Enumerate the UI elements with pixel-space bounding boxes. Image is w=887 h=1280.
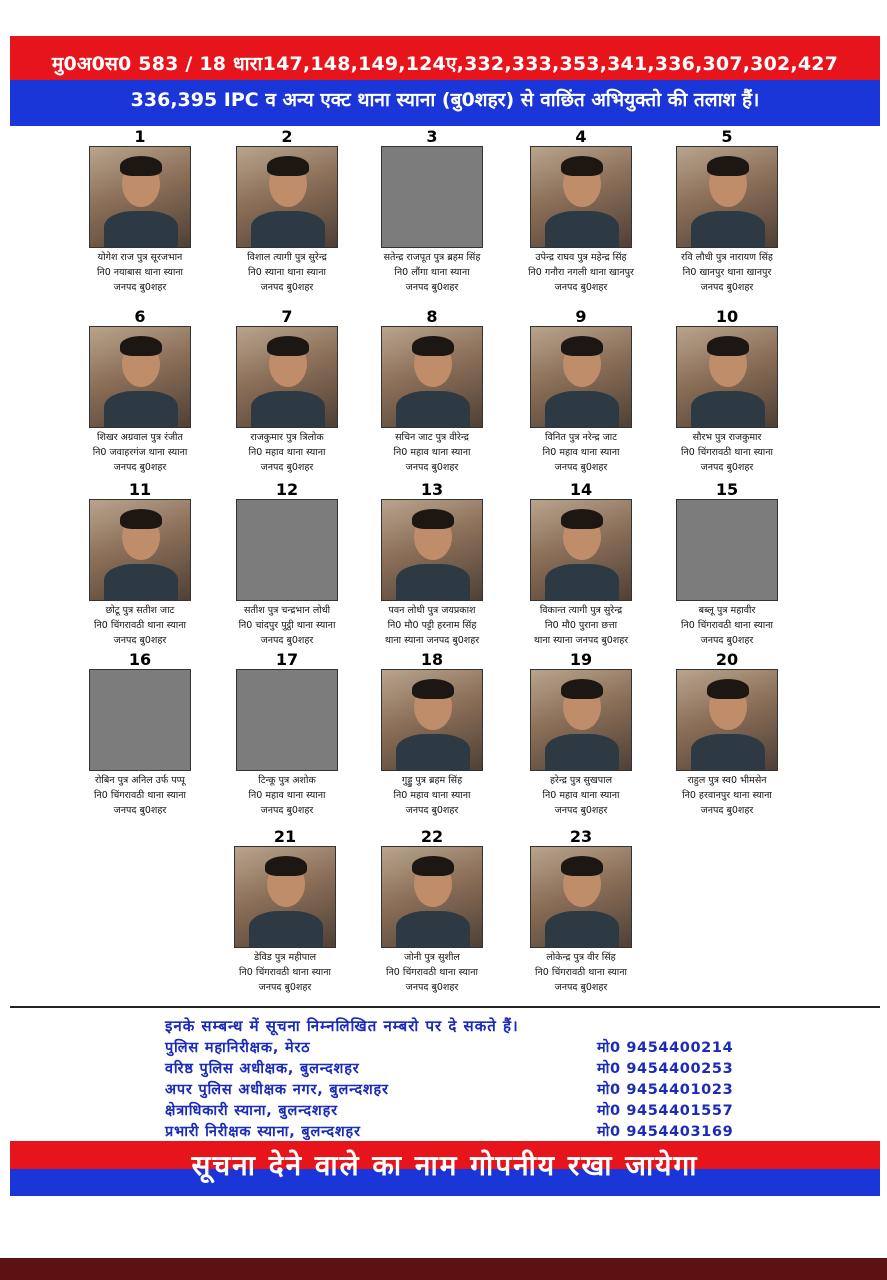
- suspect-caption-line2: नि0 नयाबास थाना स्याना: [96, 267, 184, 278]
- suspect-photo: [381, 499, 483, 601]
- suspect-caption-line3: जनपद बु0शहर: [260, 462, 314, 473]
- suspect-caption: [652, 773, 802, 818]
- contact-phone: मो0 9454400214: [597, 1040, 734, 1056]
- suspect-card: [212, 308, 362, 475]
- contact-role: क्षेत्राधिकारी स्याना, बुलन्दशहर: [165, 1103, 338, 1119]
- photo-hair: [120, 336, 162, 356]
- photo-body: [249, 911, 323, 948]
- suspect-photo: [530, 669, 632, 771]
- suspect-number: 14: [569, 480, 593, 499]
- suspect-caption-line1: गुड्डु पुत्र ब्रहम सिंह: [401, 775, 463, 786]
- suspect-caption: [212, 250, 362, 295]
- suspect-card: [357, 828, 507, 995]
- suspect-caption-line3: जनपद बु0शहर: [700, 282, 754, 293]
- photo-hair: [267, 336, 309, 356]
- photo-body: [104, 391, 178, 428]
- suspect-caption-line2: नि0 जवाहरगंज थाना स्याना: [92, 447, 188, 458]
- suspect-caption-line2: नि0 चिंगरावठी थाना स्याना: [535, 967, 627, 978]
- suspect-caption-line3: जनपद बु0शहर: [113, 635, 167, 646]
- contact-role: वरिष्ठ पुलिस अधीक्षक, बुलन्दशहर: [165, 1061, 360, 1077]
- suspect-caption-line3: जनपद बु0शहर: [405, 462, 459, 473]
- suspect-number: 13: [420, 480, 444, 499]
- suspect-card: [65, 128, 215, 295]
- photo-placeholder: [89, 669, 191, 771]
- suspect-caption-line2: नि0 महाव थाना स्याना: [393, 790, 471, 801]
- suspect-number: 4: [575, 127, 587, 146]
- suspect-card: [65, 651, 215, 818]
- suspect-number: 6: [134, 307, 146, 326]
- suspect-card: [506, 828, 656, 995]
- suspect-caption: [357, 250, 507, 295]
- suspect-number: 7: [281, 307, 293, 326]
- suspect-caption-line2: नि0 महाव थाना स्याना: [393, 447, 471, 458]
- photo-hair: [561, 679, 603, 699]
- photo-hair: [561, 156, 603, 176]
- contact-row: [165, 1058, 775, 1079]
- suspect-card: [357, 481, 507, 648]
- photo-hair: [561, 336, 603, 356]
- suspect-card: [506, 651, 656, 818]
- suspect-caption: [506, 773, 656, 818]
- suspect-caption: [357, 950, 507, 995]
- suspect-caption-line3: जनपद बु0शहर: [260, 805, 314, 816]
- suspect-caption-line2: नि0 मौ0 पट्टी हरनाम सिंह: [387, 620, 477, 631]
- suspect-caption: [652, 430, 802, 475]
- suspect-caption-line2: नि0 महाव थाना स्याना: [542, 447, 620, 458]
- suspect-card: [652, 651, 802, 818]
- photo-body: [396, 911, 470, 948]
- suspect-caption-line1: छोटू पुत्र सतीश जाट: [105, 605, 175, 616]
- contact-phone: मो0 9454401557: [597, 1103, 734, 1119]
- photo-hair: [707, 156, 749, 176]
- photo-body: [545, 211, 619, 248]
- photo-hair: [412, 856, 454, 876]
- suspect-caption-line2: नि0 स्याना थाना स्याना: [248, 267, 326, 278]
- photo-body: [545, 734, 619, 771]
- suspect-caption: [357, 603, 507, 648]
- suspect-caption-line2: नि0 मौ0 पुराना छत्ता: [544, 620, 618, 631]
- suspect-card: [357, 651, 507, 818]
- suspect-number: 11: [128, 480, 152, 499]
- suspect-caption: [65, 250, 215, 295]
- contact-role: अपर पुलिस अधीक्षक नगर, बुलन्दशहर: [165, 1082, 389, 1098]
- suspect-number: 8: [426, 307, 438, 326]
- suspect-photo: [234, 846, 336, 948]
- photo-body: [545, 911, 619, 948]
- suspect-caption: [212, 773, 362, 818]
- suspect-card: [506, 481, 656, 648]
- contact-role: प्रभारी निरीक्षक स्याना, बुलन्दशहर: [165, 1124, 361, 1140]
- suspect-caption-line1: विशाल त्यागी पुत्र सुरेन्द्र: [247, 252, 327, 263]
- suspect-caption-line1: बब्लू पुत्र महावीर: [698, 605, 756, 616]
- suspect-caption: [65, 773, 215, 818]
- suspect-caption-line2: नि0 महाव थाना स्याना: [248, 447, 326, 458]
- suspect-caption-line3: जनपद बु0शहर: [554, 282, 608, 293]
- suspect-caption-line1: विकान्त त्यागी पुत्र सुरेन्द्र: [539, 605, 623, 616]
- suspect-caption: [652, 250, 802, 295]
- contact-row: [165, 1100, 775, 1121]
- contact-title: इनके सम्बन्ध में सूचना निम्नलिखित नम्बरो पर दे सकते हैं।: [165, 1017, 519, 1035]
- photo-body: [251, 211, 325, 248]
- suspect-card: [210, 828, 360, 995]
- suspect-caption: [357, 773, 507, 818]
- suspect-caption-line2: नि0 चिंगरावठी थाना स्याना: [94, 620, 186, 631]
- suspect-number: 3: [426, 127, 438, 146]
- suspect-caption-line2: नि0 चिंगरावठी थाना स्याना: [386, 967, 478, 978]
- bottom-bar: [0, 1258, 887, 1280]
- suspect-caption-line2: नि0 लौंगा थाना स्याना: [394, 267, 470, 278]
- suspect-number: 22: [420, 827, 444, 846]
- photo-hair: [707, 679, 749, 699]
- suspect-caption-line2: नि0 खानपुर थाना खानपुर: [682, 267, 772, 278]
- suspect-caption-line1: विनित पुत्र नरेन्द्र जाट: [544, 432, 618, 443]
- suspect-caption-line2: नि0 चिंगरावठी थाना स्याना: [94, 790, 186, 801]
- suspect-caption: [506, 250, 656, 295]
- suspect-card: [357, 308, 507, 475]
- suspect-caption-line1: सचिन जाट पुत्र वीरेन्द्र: [395, 432, 469, 443]
- suspect-caption-line3: जनपद बु0शहर: [554, 982, 608, 993]
- photo-hair: [412, 509, 454, 529]
- photo-body: [691, 734, 765, 771]
- photo-hair: [120, 156, 162, 176]
- contact-role: पुलिस महानिरीक्षक, मेरठ: [165, 1040, 311, 1056]
- suspect-number: 2: [281, 127, 293, 146]
- suspect-caption: [65, 430, 215, 475]
- suspect-photo: [89, 326, 191, 428]
- suspect-photo: [236, 146, 338, 248]
- suspect-card: [357, 128, 507, 295]
- confidentiality-notice: सूचना देने वाले का नाम गोपनीय रखा जायेगा: [191, 1149, 699, 1182]
- suspect-photo: [530, 846, 632, 948]
- photo-hair: [561, 509, 603, 529]
- suspect-caption-line1: टिन्कू पुत्र अशोक: [258, 775, 316, 786]
- photo-hair: [120, 509, 162, 529]
- suspect-caption: [65, 603, 215, 648]
- suspect-number: 5: [721, 127, 733, 146]
- photo-body: [545, 564, 619, 601]
- suspect-caption-line1: उपेन्द्र राघव पुत्र महेन्द्र सिंह: [535, 252, 627, 263]
- photo-body: [691, 391, 765, 428]
- photo-body: [691, 211, 765, 248]
- contact-phone: मो0 9454403169: [597, 1124, 734, 1140]
- case-subtitle: 336,395 IPC व अन्य एक्ट थाना स्याना (बु0शहर) से वाछिंत अभियुक्तो की तलाश हैं।: [130, 89, 760, 111]
- suspect-caption-line1: सतीश पुत्र चन्द्रभान लोधी: [243, 605, 331, 616]
- photo-body: [396, 391, 470, 428]
- suspect-caption-line3: जनपद बु0शहर: [113, 282, 167, 293]
- suspect-caption-line1: हरेन्द्र पुत्र सुखपाल: [549, 775, 613, 786]
- suspect-number: 10: [715, 307, 739, 326]
- photo-placeholder: [381, 146, 483, 248]
- suspect-caption-line2: नि0 चिंगरावठी थाना स्याना: [681, 447, 773, 458]
- suspect-caption-line1: रवि लौधी पुत्र नारायण सिंह: [681, 252, 773, 263]
- suspect-caption-line3: थाना स्याना जनपद बु0शहर: [384, 635, 480, 646]
- suspect-caption-line3: जनपद बु0शहर: [700, 635, 754, 646]
- suspect-photo: [381, 846, 483, 948]
- contact-row: [165, 1121, 775, 1142]
- suspect-caption-line1: राहुल पुत्र स्व0 भीमसेन: [687, 775, 767, 786]
- suspect-caption: [357, 430, 507, 475]
- suspect-number: 17: [275, 650, 299, 669]
- suspect-number: 18: [420, 650, 444, 669]
- suspect-caption-line2: नि0 चिंगरावठी थाना स्याना: [681, 620, 773, 631]
- photo-hair: [267, 156, 309, 176]
- photo-hair: [561, 856, 603, 876]
- suspect-caption-line2: नि0 गनौरा नगली थाना खानपुर: [528, 267, 634, 278]
- suspect-photo: [530, 146, 632, 248]
- suspect-number: 23: [569, 827, 593, 846]
- suspect-caption-line3: जनपद बु0शहर: [405, 805, 459, 816]
- suspect-caption-line3: जनपद बु0शहर: [700, 805, 754, 816]
- suspect-card: [652, 128, 802, 295]
- suspect-number: 1: [134, 127, 146, 146]
- suspect-caption-line3: जनपद बु0शहर: [258, 982, 312, 993]
- suspect-caption-line3: जनपद बु0शहर: [260, 282, 314, 293]
- photo-body: [396, 564, 470, 601]
- suspect-caption-line2: नि0 चांदपुर पुट्ठी थाना स्याना: [238, 620, 336, 631]
- photo-body: [104, 211, 178, 248]
- suspect-photo: [381, 669, 483, 771]
- suspect-caption-line1: पवन लोधी पुत्र जयप्रकाश: [388, 605, 476, 616]
- suspect-caption-line3: जनपद बु0शहर: [113, 805, 167, 816]
- suspect-photo: [676, 146, 778, 248]
- suspect-caption-line3: जनपद बु0शहर: [554, 805, 608, 816]
- suspect-number: 12: [275, 480, 299, 499]
- suspect-caption-line1: सौरभ पुत्र राजकुमार: [692, 432, 762, 443]
- suspect-caption: [506, 603, 656, 648]
- photo-body: [396, 734, 470, 771]
- suspect-caption-line2: नि0 महाव थाना स्याना: [248, 790, 326, 801]
- suspect-card: [212, 481, 362, 648]
- suspect-photo: [89, 146, 191, 248]
- suspect-card: [212, 128, 362, 295]
- suspect-photo: [381, 326, 483, 428]
- suspect-caption-line1: सतेन्द्र राजपूत पुत्र ब्रहम सिंह: [383, 252, 481, 263]
- suspect-caption-line3: जनपद बु0शहर: [113, 462, 167, 473]
- suspect-card: [65, 481, 215, 648]
- suspect-caption: [652, 603, 802, 648]
- contact-phone: मो0 9454400253: [597, 1061, 734, 1077]
- suspect-card: [65, 308, 215, 475]
- suspect-caption-line2: नि0 महाव थाना स्याना: [542, 790, 620, 801]
- suspect-photo: [676, 669, 778, 771]
- contact-row: [165, 1079, 775, 1100]
- suspect-caption-line2: नि0 हरवानपुर थाना स्याना: [682, 790, 772, 801]
- suspect-card: [212, 651, 362, 818]
- suspect-caption-line1: लोकेन्द्र पुत्र वीर सिंह: [546, 952, 616, 963]
- suspect-card: [652, 308, 802, 475]
- suspect-caption-line1: जोनी पुत्र सुशील: [404, 952, 460, 963]
- suspect-caption: [506, 950, 656, 995]
- suspect-caption: [210, 950, 360, 995]
- photo-hair: [412, 336, 454, 356]
- suspect-caption-line3: जनपद बु0शहर: [260, 635, 314, 646]
- photo-placeholder: [236, 669, 338, 771]
- photo-hair: [412, 679, 454, 699]
- suspect-card: [506, 128, 656, 295]
- contact-row: [165, 1037, 775, 1058]
- suspect-number: 20: [715, 650, 739, 669]
- suspect-card: [652, 481, 802, 648]
- suspect-caption-line1: योगेश राज पुत्र सूरजभान: [97, 252, 183, 263]
- suspect-number: 15: [715, 480, 739, 499]
- divider: [10, 1006, 880, 1008]
- suspect-caption-line3: थाना स्याना जनपद बु0शहर: [533, 635, 629, 646]
- suspect-caption-line2: नि0 चिंगरावठी थाना स्याना: [239, 967, 331, 978]
- suspect-caption-line1: डेविड पुत्र महीपाल: [253, 952, 317, 963]
- suspect-caption-line1: रोबिन पुत्र अनिल उर्फ पप्पू: [95, 775, 185, 786]
- photo-body: [104, 564, 178, 601]
- suspect-caption-line3: जनपद बु0शहर: [554, 462, 608, 473]
- suspect-photo: [89, 499, 191, 601]
- suspect-number: 9: [575, 307, 587, 326]
- suspect-photo: [236, 326, 338, 428]
- suspect-caption-line3: जनपद बु0शहर: [405, 982, 459, 993]
- suspect-caption-line3: जनपद बु0शहर: [405, 282, 459, 293]
- suspect-caption: [212, 430, 362, 475]
- photo-placeholder: [676, 499, 778, 601]
- suspect-caption: [212, 603, 362, 648]
- suspect-number: 16: [128, 650, 152, 669]
- suspect-photo: [530, 499, 632, 601]
- photo-hair: [265, 856, 307, 876]
- photo-body: [251, 391, 325, 428]
- photo-placeholder: [236, 499, 338, 601]
- photo-body: [545, 391, 619, 428]
- suspect-photo: [530, 326, 632, 428]
- case-title: मु0अ0स0 583 / 18 धारा147,148,149,124ए,332,333,353,341,336,307,302,427: [51, 53, 839, 75]
- photo-hair: [707, 336, 749, 356]
- suspect-caption-line1: शिखर अग्रवाल पुत्र रंजीत: [97, 432, 183, 443]
- suspect-number: 19: [569, 650, 593, 669]
- suspect-photo: [676, 326, 778, 428]
- suspect-caption-line1: राजकुमार पुत्र त्रिलोक: [250, 432, 324, 443]
- contact-phone: मो0 9454401023: [597, 1082, 734, 1098]
- suspect-card: [506, 308, 656, 475]
- suspect-number: 21: [273, 827, 297, 846]
- suspect-caption: [506, 430, 656, 475]
- suspect-caption-line3: जनपद बु0शहर: [700, 462, 754, 473]
